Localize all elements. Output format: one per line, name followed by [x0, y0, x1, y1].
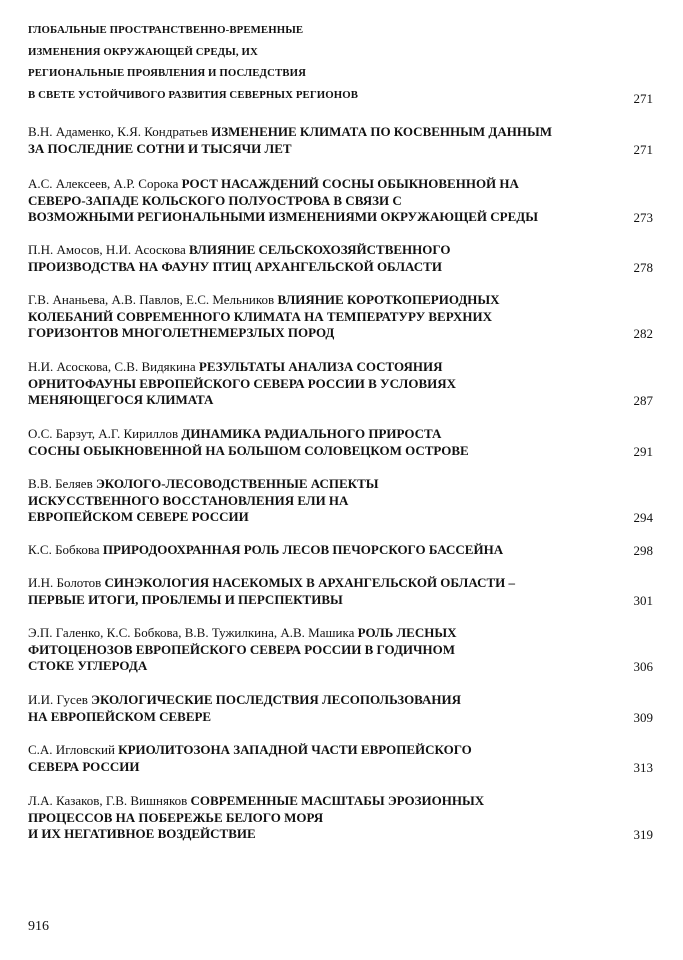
toc-entry-title-line: СТОКЕ УГЛЕРОДА — [28, 658, 148, 673]
toc-entry-first-line — [28, 575, 628, 592]
toc-entry-title-line: СЕВЕРА РОССИИ — [28, 758, 140, 774]
toc-entry-first-line — [28, 292, 628, 309]
toc-entry-title-line: ЗА ПОСЛЕДНИЕ СОТНИ И ТЫСЯЧИ ЛЕТ — [28, 140, 292, 156]
toc-entry-first-line — [28, 542, 628, 559]
toc-entry-title-line: ИСКУССТВЕННОГО ВОССТАНОВЛЕНИЯ ЕЛИ НА — [28, 492, 349, 508]
toc-entry-title: РОЛЬ ЛЕСНЫХ — [357, 625, 457, 640]
section-page-number: 271 — [633, 91, 653, 106]
folio-page-number: 916 — [28, 919, 49, 934]
toc-entry-title-line: ЕВРОПЕЙСКОМ СЕВЕРЕ РОССИИ — [28, 509, 249, 524]
section-heading-line: ИЗМЕНЕНИЯ ОКРУЖАЮЩЕЙ СРЕДЫ, ИХ — [28, 45, 258, 58]
toc-entry[interactable] — [28, 359, 628, 409]
toc-entry-first-line — [28, 242, 628, 259]
toc-entry-title-line: НА ЕВРОПЕЙСКОМ СЕВЕРЕ — [28, 708, 212, 724]
toc-entry-page-number: 271 — [633, 141, 653, 157]
toc-entry-title-line: И ИХ НЕГАТИВНОЕ ВОЗДЕЙСТВИЕ — [28, 826, 256, 841]
toc-entry-page-number: 273 — [633, 210, 653, 225]
toc-entry-authors: Г.В. Ананьева, А.В. Павлов, Е.С. Мельников — [28, 292, 275, 307]
toc-entry-title-line: ПЕРВЫЕ ИТОГИ, ПРОБЛЕМЫ И ПЕРСПЕКТИВЫ — [28, 591, 343, 607]
toc-entry-title: ЭКОЛОГО-ЛЕСОВОДСТВЕННЫЕ АСПЕКТЫ — [95, 476, 379, 491]
toc-entry-title-line: ПРОИЗВОДСТВА НА ФАУНУ ПТИЦ АРХАНГЕЛЬСКОЙ ОБЛАСТИ — [28, 258, 442, 274]
toc-entry-page-number: 287 — [633, 393, 653, 408]
toc-entry-page-number: 301 — [633, 592, 653, 608]
toc-entry-page-number: 298 — [633, 543, 653, 558]
toc-entry-authors: Э.П. Галенко, К.С. Бобкова, В.В. Тужилкина, А.В. Машика — [28, 625, 355, 640]
toc-entry-authors: Н.И. Асоскова, С.В. Видякина — [28, 359, 196, 374]
toc-entry-page-number: 294 — [633, 510, 653, 525]
toc-entry-authors: К.С. Бобкова — [28, 542, 100, 557]
toc-entry[interactable] — [28, 242, 628, 275]
toc-entry-title: ВЛИЯНИЕ КОРОТКОПЕРИОДНЫХ — [277, 292, 500, 307]
toc-entry-authors: И.И. Гусев — [28, 692, 88, 707]
toc-entry-title: ДИНАМИКА РАДИАЛЬНОГО ПРИРОСТА — [181, 426, 442, 441]
toc-entry[interactable] — [28, 793, 628, 843]
toc-entry-title: РОСТ НАСАЖДЕНИЙ СОСНЫ ОБЫКНОВЕННОЙ НА — [181, 176, 519, 191]
toc-entry[interactable] — [28, 124, 628, 157]
toc-entry-first-line — [28, 426, 628, 443]
toc-entry[interactable] — [28, 692, 628, 725]
section-heading-line: РЕГИОНАЛЬНЫЕ ПРОЯВЛЕНИЯ И ПОСЛЕДСТВИЯ — [28, 67, 306, 79]
toc-entry-authors: С.А. Игловский — [28, 742, 115, 757]
toc-entry-title: ЭКОЛОГИЧЕСКИЕ ПОСЛЕДСТВИЯ ЛЕСОПОЛЬЗОВАНИЯ — [91, 692, 462, 707]
toc-entry-first-line — [28, 359, 628, 376]
toc-entry-first-line — [28, 124, 628, 141]
toc-entry[interactable] — [28, 742, 628, 775]
toc-entry-title-line: КОЛЕБАНИЙ СОВРЕМЕННОГО КЛИМАТА НА ТЕМПЕРАТУРУ ВЕРХНИХ — [28, 308, 492, 324]
toc-entry-page-number: 313 — [633, 759, 653, 775]
toc-entry[interactable] — [28, 476, 628, 526]
toc-entry-title: ВЛИЯНИЕ СЕЛЬСКОХОЗЯЙСТВЕННОГО — [188, 242, 451, 257]
toc-entry-title: СИНЭКОЛОГИЯ НАСЕКОМЫХ В АРХАНГЕЛЬСКОЙ ОБЛАСТИ – — [104, 575, 516, 590]
toc-entry-authors: А.С. Алексеев, А.Р. Сорока — [28, 176, 179, 191]
section-heading — [28, 20, 638, 106]
toc-entry-title: КРИОЛИТОЗОНА ЗАПАДНОЙ ЧАСТИ ЕВРОПЕЙСКОГО — [118, 742, 472, 757]
toc-entry-title: СОВРЕМЕННЫЕ МАСШТАБЫ ЭРОЗИОННЫХ — [190, 793, 485, 808]
toc-entry[interactable] — [28, 575, 628, 608]
toc-entry-title: ПРИРОДООХРАННАЯ РОЛЬ ЛЕСОВ ПЕЧОРСКОГО БАССЕЙНА — [102, 542, 504, 557]
toc-entry[interactable] — [28, 176, 628, 226]
toc-entry-page-number: 309 — [633, 709, 653, 725]
toc-entry-authors: Л.А. Казаков, Г.В. Вишняков — [28, 793, 188, 808]
toc-entry-title-line: ПРОЦЕССОВ НА ПОБЕРЕЖЬЕ БЕЛОГО МОРЯ — [28, 809, 324, 825]
toc-entry-title: РЕЗУЛЬТАТЫ АНАЛИЗА СОСТОЯНИЯ — [198, 359, 443, 374]
section-heading-line: В СВЕТЕ УСТОЙЧИВОГО РАЗВИТИЯ СЕВЕРНЫХ РЕГИОНОВ — [28, 88, 359, 101]
toc-entry-first-line — [28, 476, 628, 493]
toc-entry[interactable] — [28, 426, 628, 459]
toc-entry-authors: И.Н. Болотов — [28, 575, 102, 590]
toc-entry-first-line — [28, 742, 628, 759]
toc-entry-first-line — [28, 793, 628, 810]
toc-entry-title-line: СЕВЕРО-ЗАПАДЕ КОЛЬСКОГО ПОЛУОСТРОВА В СВЯЗИ С — [28, 192, 402, 208]
toc-entry-page-number: 319 — [633, 827, 653, 842]
toc-entry-title: ИЗМЕНЕНИЕ КЛИМАТА ПО КОСВЕННЫМ ДАННЫМ — [211, 124, 553, 139]
toc-entry-title-line: СОСНЫ ОБЫКНОВЕННОЙ НА БОЛЬШОМ СОЛОВЕЦКОМ ОСТРОВЕ — [28, 442, 469, 458]
toc-entry-first-line — [28, 625, 628, 642]
toc-entry-title-line: МЕНЯЮЩЕГОСЯ КЛИМАТА — [28, 392, 214, 407]
toc-entry-title-line: ОРНИТОФАУНЫ ЕВРОПЕЙСКОГО СЕВЕРА РОССИИ В УСЛОВИЯХ — [28, 375, 457, 391]
toc-entry[interactable] — [28, 625, 628, 675]
toc-entry-page-number: 278 — [633, 259, 653, 275]
toc-entry-title-line: ВОЗМОЖНЫМИ РЕГИОНАЛЬНЫМИ ИЗМЕНЕНИЯМИ ОКРУЖАЮЩЕЙ СРЕДЫ — [28, 209, 538, 224]
toc-entry-title-line: ГОРИЗОНТОВ МНОГОЛЕТНЕМЕРЗЛЫХ ПОРОД — [28, 325, 335, 340]
toc-entry-first-line — [28, 692, 628, 709]
toc-entry[interactable] — [28, 292, 628, 342]
toc-entry-authors: В.Н. Адаменко, К.Я. Кондратьев — [28, 124, 208, 139]
toc-entry-authors: О.С. Барзут, А.Г. Кириллов — [28, 426, 179, 441]
toc-entry-first-line — [28, 176, 628, 193]
toc-entry[interactable] — [28, 542, 628, 559]
toc-entry-page-number: 306 — [633, 659, 653, 674]
section-heading-line: ГЛОБАЛЬНЫЕ ПРОСТРАНСТВЕННО-ВРЕМЕННЫЕ — [28, 24, 304, 36]
toc-entry-authors: В.В. Беляев — [28, 476, 93, 491]
toc-entry-page-number: 282 — [633, 326, 653, 341]
toc-entry-title-line: ФИТОЦЕНОЗОВ ЕВРОПЕЙСКОГО СЕВЕРА РОССИИ В ГОДИЧНОМ — [28, 641, 456, 657]
toc-entry-page-number: 291 — [633, 443, 653, 459]
toc-entry-authors: П.Н. Амосов, Н.И. Асоскова — [28, 242, 186, 257]
